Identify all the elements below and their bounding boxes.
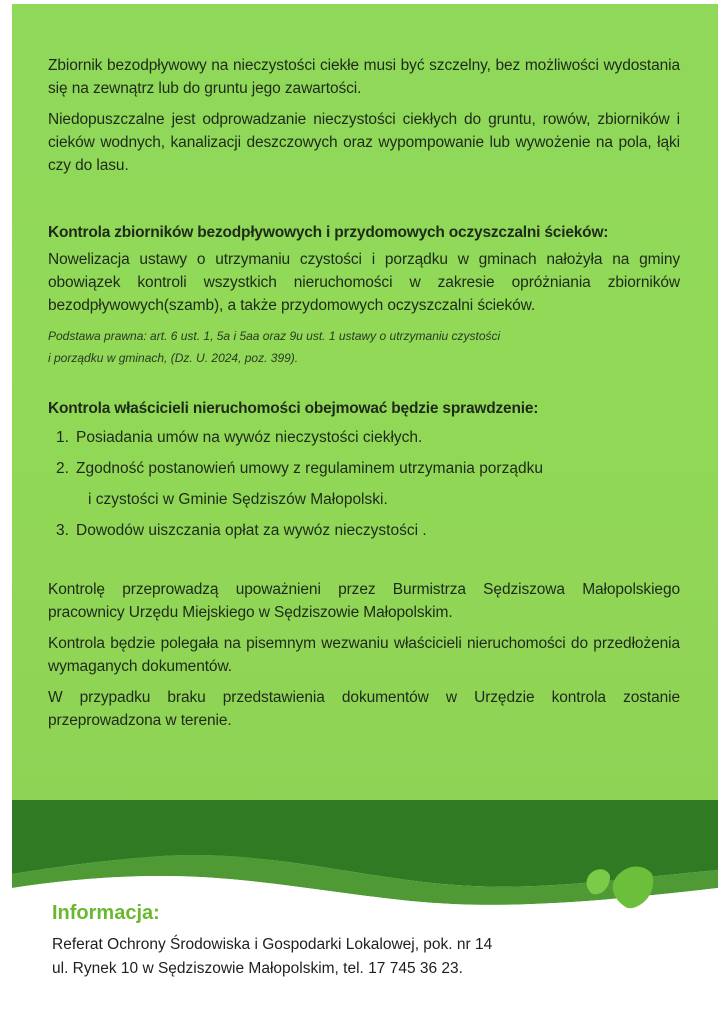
paragraph-control-staff: Kontrolę przeprowadzą upoważnieni przez Burmistrza Sędziszowa Małopolskiego pracownicy Urzędu Miejskiego w Sędziszowie Małopolskim. [48,581,680,621]
list-item-number: 1. [56,429,69,446]
legal-basis-line-2: i porządku w gminach, (Dz. U. 2024, poz. 399). [48,351,299,365]
list-item-number: 3. [56,522,69,539]
contact-info [52,902,672,981]
paragraph-field-inspection: W przypadku braku przedstawienia dokumentów w Urzędzie kontrola zostanie przeprowadzona w terenie. [48,689,680,729]
list-item-continuation: i czystości w Gminie Sędziszów Małopolski. [88,491,388,508]
paragraph-written-summons: Kontrola będzie polegała na pisemnym wezwaniu właścicieli nieruchomości do przedłożenia wymaganych dokumentów. [48,635,680,675]
list-item-text: Posiadania umów na wywóz nieczystości ciekłych. [76,429,423,446]
list-item-text: Dowodów uiszczania opłat za wywóz nieczystości . [76,522,427,539]
list-item [48,426,680,449]
paragraph-prohibited-disposal: Niedopuszczalne jest odprowadzanie nieczystości ciekłych do gruntu, rowów, zbiorników i cieków wodnych, kanalizacji deszczowych oraz wypompowanie lub wywożenie na pola, łąki czy do lasu. [48,111,680,174]
list-item-number: 2. [56,460,69,477]
spacer [48,369,680,397]
spacer [48,550,680,578]
heading-owner-control: Kontrola właścicieli nieruchomości obejmować będzie sprawdzenie: [48,400,539,417]
contact-title: Informacja: [52,902,160,924]
contact-address-line: ul. Rynek 10 w Sędziszowie Małopolskim, tel. 17 745 36 23. [52,960,463,977]
spacer [48,185,680,221]
control-checklist [48,426,680,542]
legal-basis-line-1: Podstawa prawna: art. 6 ust. 1, 5a i 5aa oraz 9u ust. 1 ustawy o utrzymaniu czystości [48,329,501,343]
paragraph-tank-sealing: Zbiornik bezodpływowy na nieczystości ciekłe musi być szczelny, bez możliwości wydostania się na zewnątrz lub do gruntu jego zawartości. [48,57,680,97]
heading-tank-control: Kontrola zbiorników bezodpływowych i przydomowych oczyszczalni ścieków: [48,224,609,241]
contact-office-line: Referat Ochrony Środowiska i Gospodarki Lokalowej, pok. nr 14 [52,936,493,953]
list-item-text: Zgodność postanowień umowy z regulaminem utrzymania porządku [76,460,543,477]
list-item [48,457,680,511]
paragraph-law-amendment: Nowelizacja ustawy o utrzymaniu czystości i porządku w gminach nałożyła na gminy obowiązek kontroli wszystkich nieruchomości w zakresie opróżniania zbiorników bezodpływowych(szamb), a także przydomowych oczyszczalni ścieków. [48,251,680,314]
leaflet-page [12,4,718,1020]
list-item [48,519,680,542]
leaflet-body [48,54,680,740]
